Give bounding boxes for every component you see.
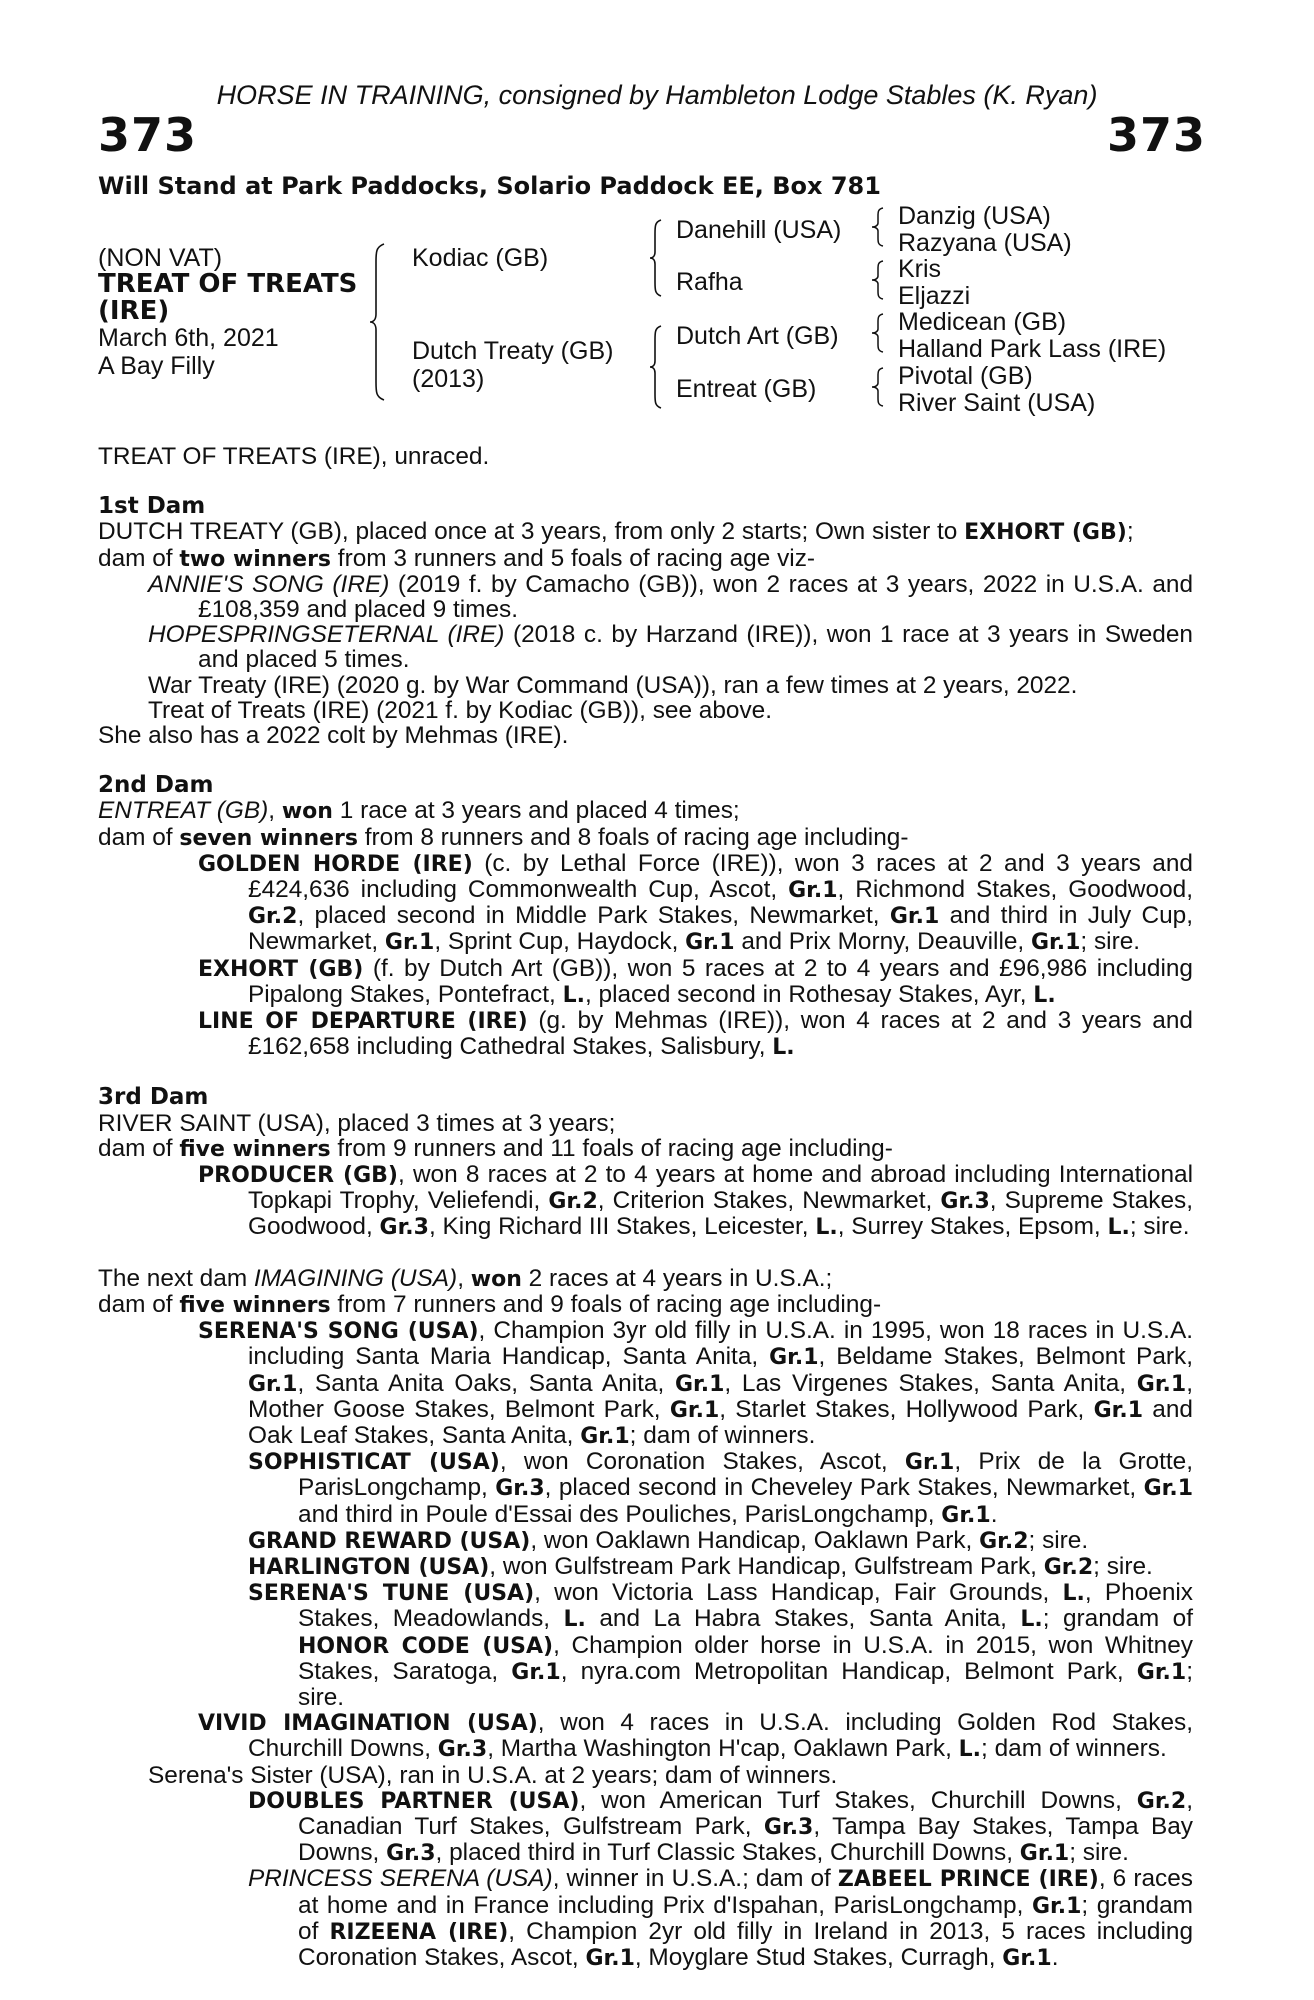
foaling-date: March 6th, 2021 (98, 324, 279, 352)
horse-name: TREAT OF TREATS (98, 269, 358, 299)
produce-vivid-imagination: VIVID IMAGINATION (USA), won 4 races in U.S.A. including Golden Rod Stakes, Churchill Downs, Gr.3, Martha Washington H'cap, Oaklawn Park, L.; dam of winners. (198, 1709, 1193, 1763)
produce-exhort: EXHORT (GB) (f. by Dutch Art (GB)), won 5 races at 2 to 4 years and £96,986 including Pipalong Stakes, Pontefract, L., placed second in Rothesay Stakes, Ayr, L. (198, 954, 1193, 1008)
produce-producer: PRODUCER (GB), won 8 races at 2 to 4 years at home and abroad including International Topkapi Trophy, Veliefendi, Gr.2, Criterion Stakes, Newmarket, Gr.3, Supreme Stakes, Goodwood, Gr.3, King Richard III Stakes, Leicester, L., Surrey Stakes, Epsom, L.; sire. (198, 1161, 1193, 1241)
pedigree-brace-sire (648, 218, 664, 298)
first-dam-line: DUTCH TREATY (GB), placed once at 3 years, from only 2 starts; Own sister to EXHORT (GB); (98, 518, 1134, 546)
dam-year: (2013) (412, 365, 485, 393)
first-dam-heading: 1st Dam (98, 493, 206, 520)
produce-2022-colt: She also has a 2022 colt by Mehmas (IRE). (98, 722, 569, 750)
produce-harlington: HARLINGTON (USA), won Gulfstream Park Handicap, Gulfstream Park, Gr.2; sire. (248, 1552, 1153, 1580)
produce-war-treaty: War Treaty (IRE) (2020 g. by War Command (USA)), ran a few times at 2 years, 2022. (148, 671, 1078, 699)
stand-location: Will Stand at Park Paddocks, Solario Paddock EE, Box 781 (98, 172, 881, 200)
next-dam-produce-summary: dam of five winners from 7 runners and 9 foals of racing age including- (98, 1290, 882, 1318)
pedigree-brace-g3 (870, 312, 886, 354)
produce-serenas-tune: SERENA'S TUNE (USA), won Victoria Lass Handicap, Fair Grounds, L., Phoenix Stakes, Meadowlands, L. and La Habra Stakes, Santa Anita, L.; grandam of HONOR CODE (USA), Champion older horse in U.S.A. in 2015, won Whitney Stakes, Saratoga, Gr.1, nyra.com Metropolitan Handicap, Belmont Park, Gr.1; sire. (248, 1579, 1194, 1711)
produce-serenas-song: SERENA'S SONG (USA), Champion 3yr old filly in U.S.A. in 1995, won 18 races in U.S.A. including Santa Maria Handicap, Santa Anita, Gr.1, Beldame Stakes, Belmont Park, Gr.1, Santa Anita Oaks, Santa Anita, Gr.1, Las Virgenes Stakes, Santa Anita, Gr.1, Mother Goose Stakes, Belmont Park, Gr.1, Starlet Stakes, Hollywood Park, Gr.1 and Oak Leaf Stakes, Santa Anita, Gr.1; dam of winners. (198, 1317, 1193, 1449)
g-danzig: Danzig (USA) (898, 202, 1051, 230)
produce-golden-horde: GOLDEN HORDE (IRE) (c. by Lethal Force (IRE)), won 3 races at 2 and 3 years and £424,636 including Commonwealth Cup, Ascot, Gr.1, Richmond Stakes, Goodwood, Gr.2, placed second in Middle Park Stakes, Newmarket, Gr.1 and third in July Cup, Newmarket, Gr.1, Sprint Cup, Haydock, Gr.1 and Prix Morny, Deauville, Gr.1; sire. (198, 849, 1193, 956)
first-dam-produce-summary: dam of two winners from 3 runners and 5 foals of racing age viz- (98, 544, 816, 572)
pedigree-brace-g4 (870, 366, 886, 408)
produce-treat-of-treats: Treat of Treats (IRE) (2021 f. by Kodiac (GB)), see above. (148, 696, 773, 724)
g-medicean: Medicean (GB) (898, 308, 1067, 336)
second-dam-heading: 2nd Dam (98, 772, 214, 799)
g-pivotal: Pivotal (GB) (898, 362, 1033, 390)
horse-name-suffix: (IRE) (98, 296, 170, 326)
second-dam-line: ENTREAT (GB), won 1 race at 3 years and placed 4 times; (98, 797, 740, 825)
dam: Dutch Treaty (GB) (412, 337, 614, 365)
third-dam-line: RIVER SAINT (USA), placed 3 times at 3 years; (98, 1109, 616, 1137)
produce-annies-song: ANNIE'S SONG (IRE) (2019 f. by Camacho (GB)), won 2 races at 3 years, 2022 in U.S.A. and £108,359 and placed 9 times. (148, 570, 1194, 624)
horse-description: A Bay Filly (98, 352, 215, 380)
next-dam-line: The next dam IMAGINING (USA), won 2 races at 4 years in U.S.A.; (98, 1264, 833, 1292)
produce-princess-serena: PRINCESS SERENA (USA), winner in U.S.A.; dam of ZABEEL PRINCE (IRE), 6 races at home and in France including Prix d'Ispahan, ParisLongchamp, Gr.1; grandam of RIZEENA (IRE), Champion 2yr old filly in Ireland in 2013, 5 races including Coronation Stakes, Ascot, Gr.1, Moyglare Stud Stakes, Curragh, Gr.1. (248, 1865, 1194, 1971)
produce-serenas-sister: Serena's Sister (USA), ran in U.S.A. at 2 years; dam of winners. (148, 1761, 838, 1789)
g-razyana: Razyana (USA) (898, 229, 1072, 257)
sire: Kodiac (GB) (412, 244, 549, 272)
pedigree-brace-g2 (870, 259, 886, 301)
third-dam-heading: 3rd Dam (98, 1084, 209, 1111)
produce-hopespringseternal: HOPESPRINGSETERNAL (IRE) (2018 c. by Harzand (IRE)), won 1 race at 3 years in Sweden and placed 5 times. (148, 621, 1193, 674)
produce-sophisticat: SOPHISTICAT (USA), won Coronation Stakes, Ascot, Gr.1, Prix de la Grotte, ParisLongchamp, Gr.3, placed second in Cheveley Park Stakes, Newmarket, Gr.1 and third in Poule d'Essai des Pouliches, ParisLongchamp, Gr.1. (248, 1448, 1194, 1528)
sire-sire: Danehill (USA) (676, 216, 842, 244)
g-river-saint: River Saint (USA) (898, 389, 1096, 417)
dam-sire: Dutch Art (GB) (676, 322, 839, 350)
pedigree-brace-dam (648, 324, 664, 410)
g-kris: Kris (898, 255, 942, 283)
produce-grand-reward: GRAND REWARD (USA), won Oaklawn Handicap, Oaklawn Park, Gr.2; sire. (248, 1526, 1089, 1554)
g-halland-park-lass: Halland Park Lass (IRE) (898, 335, 1167, 363)
lot-number-right: 373 (1106, 108, 1206, 162)
g-eljazzi: Eljazzi (898, 282, 971, 310)
second-dam-produce-summary: dam of seven winners from 8 runners and 8 foals of racing age including- (98, 823, 909, 851)
produce-line-of-departure: LINE OF DEPARTURE (IRE) (g. by Mehmas (IRE)), won 4 races at 2 and 3 years and £162,658 including Cathedral Stakes, Salisbury, L. (198, 1007, 1193, 1061)
produce-doubles-partner: DOUBLES PARTNER (USA), won American Turf Stakes, Churchill Downs, Gr.2, Canadian Turf Stakes, Gulfstream Park, Gr.3, Tampa Bay Stakes, Tampa Bay Downs, Gr.3, placed third in Turf Classic Stakes, Churchill Downs, Gr.1; sire. (248, 1786, 1193, 1867)
pedigree-brace-main (368, 242, 388, 402)
catalogue-body (98, 444, 1193, 1971)
sire-dam: Rafha (676, 268, 743, 296)
vat-status: (NON VAT) (98, 244, 223, 272)
unraced-line: TREAT OF TREATS (IRE), unraced. (98, 443, 490, 470)
pedigree-brace-g1 (870, 206, 886, 248)
lot-number-left: 373 (98, 108, 198, 162)
third-dam-produce-summary: dam of five winners from 9 runners and 11 foals of racing age including- (98, 1134, 893, 1162)
dam-dam: Entreat (GB) (676, 375, 817, 403)
consignor-line: HORSE IN TRAINING, consigned by Hambleton Lodge Stables (K. Ryan) (216, 80, 1098, 110)
